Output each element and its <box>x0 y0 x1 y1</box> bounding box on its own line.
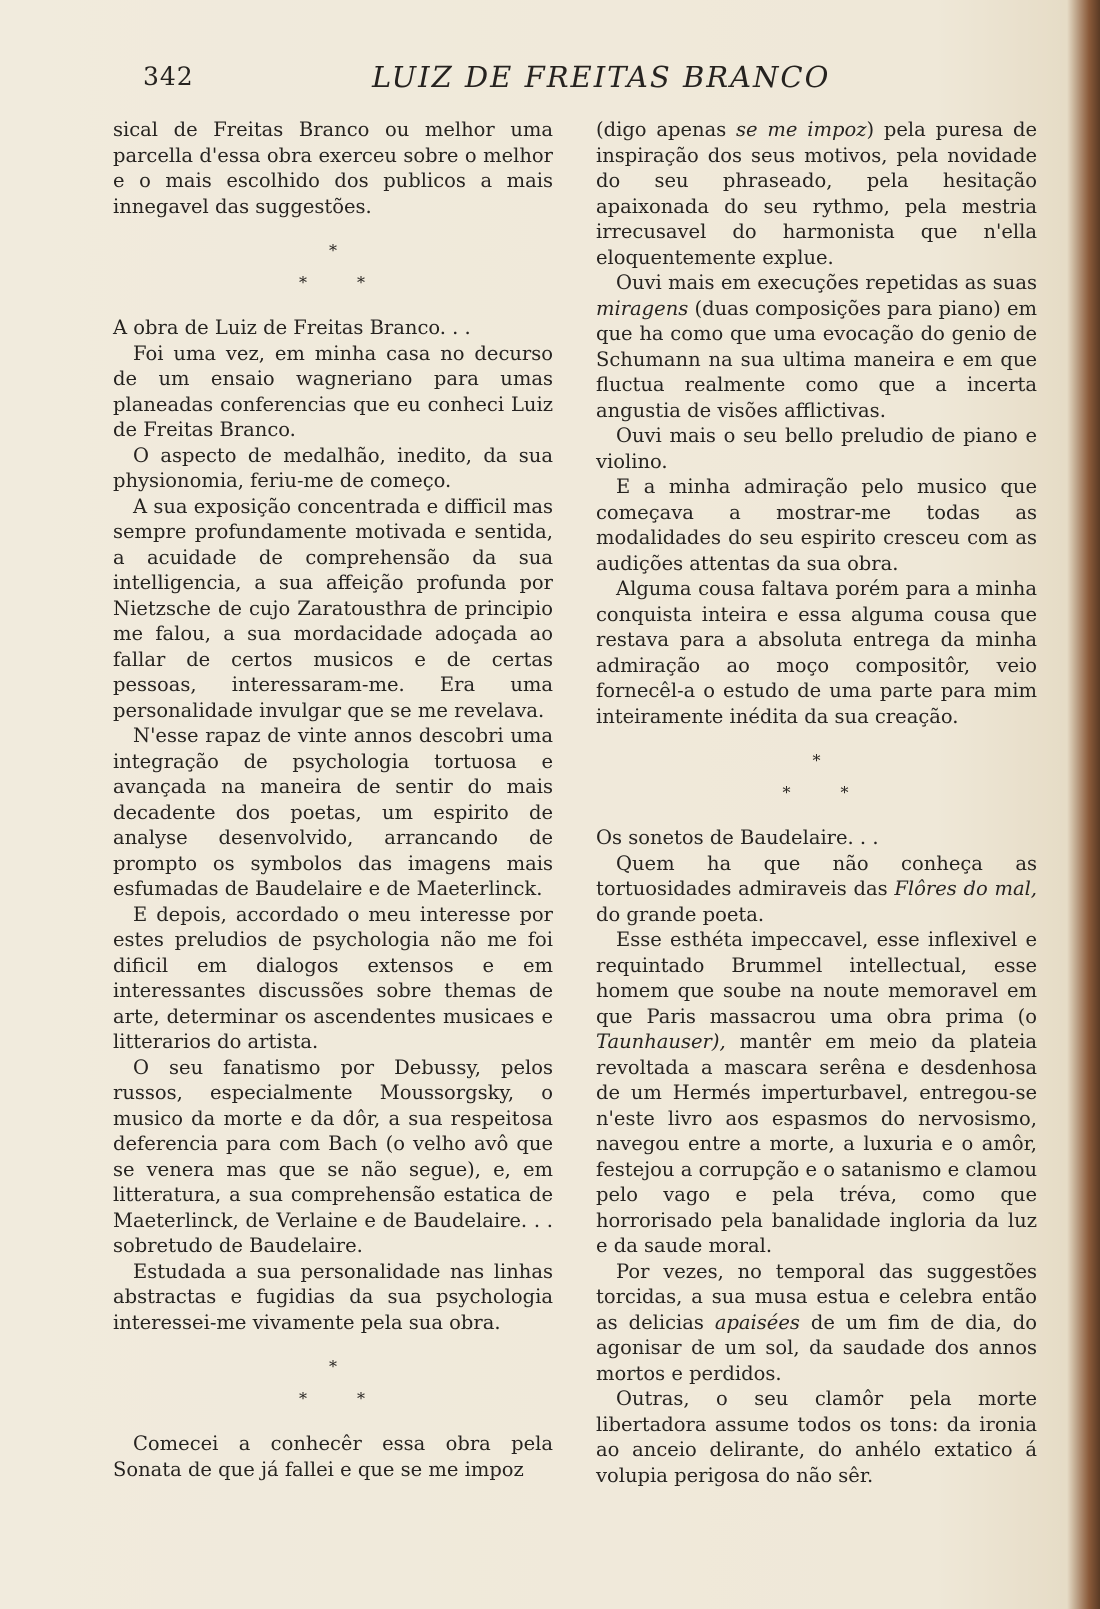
text-run: ) pela puresa de inspiração dos seus motivos, pela novidade do seu phraseado, pela hesitação apaixonada do seu rythmo, pela mestria irrecusavel do harmonista que n'ella eloquentemente explue. <box>596 118 1037 269</box>
asterisk: * <box>329 1357 337 1376</box>
italic-text: apaisées <box>714 1310 800 1334</box>
right-column <box>596 117 1037 1488</box>
asterisk: * <box>840 783 849 802</box>
asterisk: * <box>299 1389 307 1408</box>
paragraph: O aspecto de medalhão, inedito, da sua physionomia, feriu-me de começo. <box>113 443 553 492</box>
paragraph: Comecei a conhecêr essa obra pela Sonata de que já fallei e que se me impoz <box>113 1432 553 1481</box>
section-ornament <box>113 1335 553 1431</box>
italic-text: Taunhauser), <box>596 1030 726 1053</box>
asterisk: * <box>357 273 365 292</box>
section-ornament <box>596 729 1037 825</box>
text-run: Por vezes, no temporal das suggestões torcidas, a sua musa estua e celebra então as delicias <box>596 1259 1037 1334</box>
running-title: LUIZ DE FREITAS BRANCO <box>372 60 831 94</box>
text-run: de um fim de dia, do agonisar de um sol, da saudade dos annos mortos e perdidos. <box>596 1310 1037 1385</box>
paragraph: E depois, accordado o meu interesse por estes preludios de psychologia não me foi dificil em dialogos extensos e em interessantes discussões sobre themas de arte, determinar os ascendentes musicaes e litterarios do artista. <box>113 902 553 1053</box>
section-ornament <box>113 219 553 315</box>
text-run: mantêr em meio da plateia revoltada a mascara serêna e desdenhosa de um Hermés imperturbavel, entregou-se n'este livro aos espasmos do nervosismo, navegou entre a morte, a luxuria e o amôr, festejou a corrupção e o satanismo e clamou pelo vago e pela tréva, como que horrorisado pela banalidade ingloria da luz e da saude moral. <box>596 1030 1037 1257</box>
paragraph <box>596 1259 1037 1387</box>
asterisk: * <box>782 783 791 802</box>
italic-text: miragens <box>596 296 689 320</box>
page-header <box>0 56 1100 106</box>
text-run: Esse esthéta impeccavel, esse inflexivel e requintado Brummel intellectual, esse homem que soube na noute memoravel em que Paris massacrou uma obra prima (o <box>596 928 1037 1028</box>
text-run: Quem ha que não conheça as tortuosidades admiraveis das <box>596 851 1037 900</box>
text-run: do grande poeta. <box>596 902 765 926</box>
asterisk: * <box>812 751 821 770</box>
italic-text: Flôres do mal, <box>894 877 1037 900</box>
text-run: (duas composições para piano) em que ha como que uma evocação do genio de Schumann na sua ultima maneira e em que fluctua realmente como que a incerta angustia de visões afflictivas. <box>596 296 1037 422</box>
paragraph <box>596 117 1037 270</box>
asterisk: * <box>299 273 307 292</box>
left-column <box>113 117 553 1482</box>
section-lead: A obra de Luiz de Freitas Branco. . . <box>113 316 471 339</box>
text-run: Ouvi mais em execuções repetidas as suas <box>616 271 1037 294</box>
paragraph: A sua exposição concentrada e difficil mas sempre profundamente motivada e sentida, a acuidade de comprehensão da sua intelligencia, a sua affeição profunda por Nietzsche de cujo Zaratousthra de principio me falou, a sua mordacidade adoçada ao fallar de certos musicos e de certas pessoas, interessaram-me. Era uma personalidade invulgar que se me revelava. <box>113 494 553 722</box>
paragraph <box>596 851 1037 928</box>
paragraph: Alguma cousa faltava porém para a minha conquista inteira e essa alguma cousa que restava para a absoluta entrega da minha admiração ao moço compositôr, veio fornecêl-a o estudo de uma parte para mim inteiramente inédita da sua creação. <box>596 577 1037 728</box>
paragraph: sical de Freitas Branco ou melhor uma parcella d'essa obra exerceu sobre o melhor e o mais escolhido dos publicos a mais innegavel das suggestões. <box>113 118 553 218</box>
asterisk: * <box>329 241 337 260</box>
paragraph: N'esse rapaz de vinte annos descobri uma integração de psychologia tortuosa e avançada na maneira de sentir do mais decadente dos poetas, um espirito de analyse desenvolvido, arrancando de prompto os symbolos das imagens mais esfumadas de Baudelaire e de Maeterlinck. <box>113 724 553 900</box>
paragraph: Estudada a sua personalidade nas linhas abstractas e fugidias da sua psychologia interessei-me vivamente pela sua obra. <box>113 1259 553 1334</box>
italic-text: se me impoz <box>736 118 867 141</box>
paragraph: Ouvi mais o seu bello preludio de piano e violino. <box>596 424 1037 473</box>
paragraph: Foi uma vez, em minha casa no decurso de um ensaio wagneriano para umas planeadas conferencias que eu conheci Luiz de Freitas Branco. <box>113 341 553 441</box>
page-number: 342 <box>143 62 194 91</box>
paragraph: O seu fanatismo por Debussy, pelos russos, especialmente Moussorgsky, o musico da morte e da dôr, a sua respeitosa deferencia para com Bach (o velho avô que se venera mas que se não segue), e, em litteratura, a sua comprehensão estatica de Maeterlinck, de Verlaine e de Baudelaire. . . sobretudo de Baudelaire. <box>113 1055 553 1257</box>
section-lead: Os sonetos de Baudelaire. . . <box>596 826 879 849</box>
text-run: (digo apenas <box>596 118 737 141</box>
paragraph: Outras, o seu clamôr pela morte libertadora assume todos os tons: da ironia ao anceio delirante, do anhélo extatico á volupia perigosa do não sêr. <box>596 1387 1037 1487</box>
asterisk: * <box>357 1389 365 1408</box>
paragraph <box>596 927 1037 1259</box>
paragraph <box>596 270 1037 423</box>
paragraph: E a minha admiração pelo musico que começava a mostrar-me todas as modalidades do seu espirito cresceu com as audições attentas da sua obra. <box>596 475 1037 575</box>
